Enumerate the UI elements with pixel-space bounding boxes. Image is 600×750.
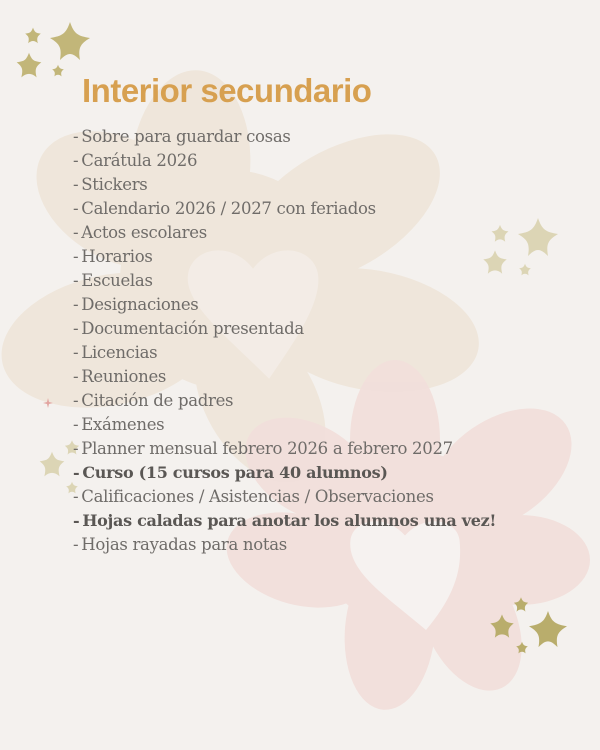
list-item: [73, 221, 496, 245]
list-item: [73, 173, 496, 197]
dash: -: [73, 223, 79, 242]
dash: -: [73, 175, 79, 194]
list-item-text: Actos escolares: [81, 223, 207, 242]
dash: -: [73, 247, 79, 266]
dash: -: [73, 415, 79, 434]
list-item: [73, 293, 496, 317]
list-item-text: Calificaciones / Asistencias / Observaciones: [81, 487, 434, 506]
list-item: [73, 389, 496, 413]
dash: -: [73, 127, 79, 146]
list-item: [73, 485, 496, 509]
list-item-highlight: [73, 509, 496, 533]
contents-list: [73, 125, 496, 557]
list-item: [73, 149, 496, 173]
dash: -: [73, 511, 80, 530]
dash: -: [73, 535, 79, 554]
list-item: [73, 437, 496, 461]
dash: -: [73, 367, 79, 386]
list-item-text: Documentación presentada: [81, 319, 304, 338]
dash: -: [73, 391, 79, 410]
dash: -: [73, 463, 80, 482]
list-item: [73, 269, 496, 293]
list-item: [73, 317, 496, 341]
list-item: [73, 341, 496, 365]
list-item-text: Reuniones: [81, 367, 167, 386]
list-item: [73, 365, 496, 389]
list-item-text: Horarios: [81, 247, 153, 266]
list-item-text: Sobre para guardar cosas: [81, 127, 291, 146]
list-item-text: Calendario 2026 / 2027 con feriados: [81, 199, 376, 218]
list-item-text: Exámenes: [81, 415, 165, 434]
dash: -: [73, 271, 79, 290]
list-item: [73, 125, 496, 149]
list-item-highlight: [73, 461, 496, 485]
dash: -: [73, 343, 79, 362]
dash: -: [73, 487, 79, 506]
list-item-text: Escuelas: [81, 271, 153, 290]
list-item: [73, 533, 496, 557]
list-item: [73, 197, 496, 221]
list-item: [73, 245, 496, 269]
dash: -: [73, 295, 79, 314]
list-item-text: Citación de padres: [81, 391, 234, 410]
list-item-text: Designaciones: [81, 295, 199, 314]
page-title: Interior secundario: [82, 72, 372, 109]
list-item-text: Licencias: [81, 343, 158, 362]
list-item-text: Planner mensual febrero 2026 a febrero 2027: [81, 439, 453, 458]
list-item: [73, 413, 496, 437]
dash: -: [73, 319, 79, 338]
dash: -: [73, 439, 79, 458]
dash: -: [73, 199, 79, 218]
list-item-text: Hojas rayadas para notas: [81, 535, 287, 554]
list-item-text: Stickers: [81, 175, 148, 194]
list-item-text: Curso (15 cursos para 40 alumnos): [82, 463, 388, 482]
list-item-text: Carátula 2026: [81, 151, 198, 170]
star-cluster-top-left-icon: [17, 22, 90, 77]
list-item-text: Hojas caladas para anotar los alumnos una vez!: [82, 511, 497, 530]
dash: -: [73, 151, 79, 170]
